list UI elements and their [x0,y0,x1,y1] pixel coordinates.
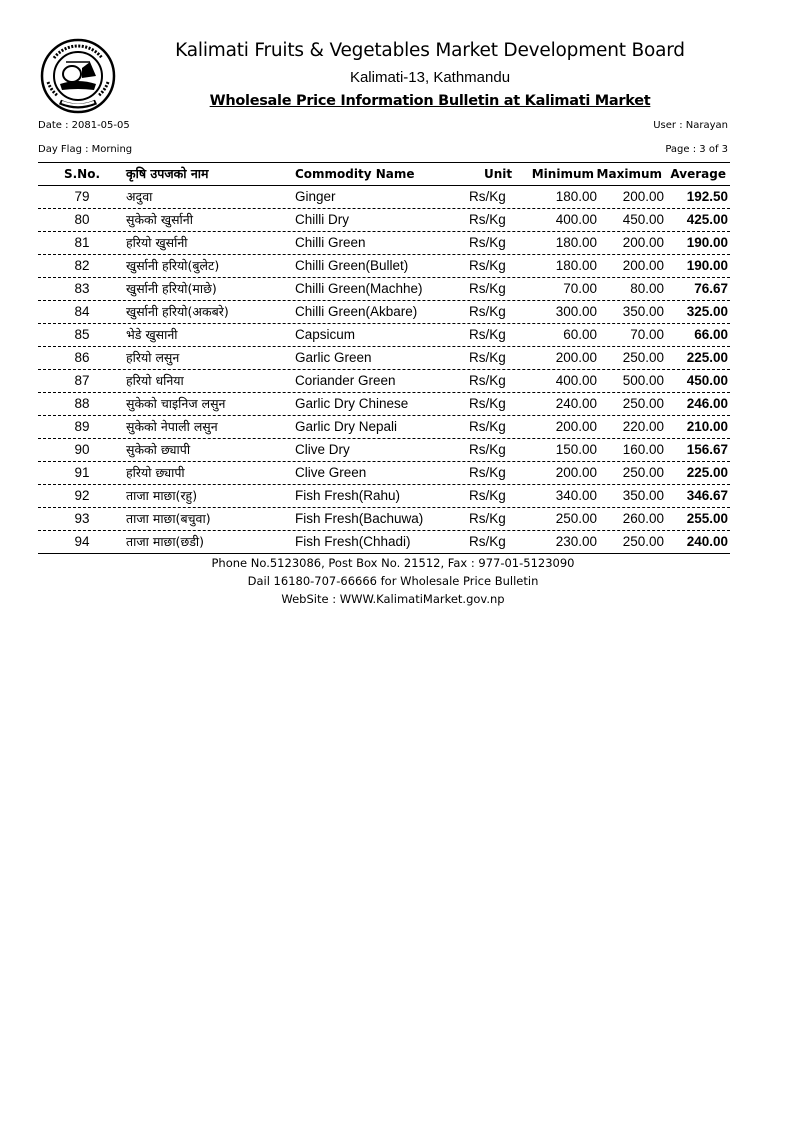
cell-minimum: 250.00 [555,511,597,526]
table-row [38,324,730,347]
cell-commodity-name: Chilli Green(Machhe) [295,281,423,296]
cell-average: 190.00 [686,235,728,250]
cell-maximum: 200.00 [622,258,664,273]
cell-unit: Rs/Kg [469,442,506,457]
cell-sno: 91 [74,465,90,480]
cell-maximum: 70.00 [630,327,664,342]
cell-maximum: 260.00 [622,511,664,526]
cell-maximum: 250.00 [622,534,664,549]
cell-sno: 89 [74,419,90,434]
cell-sno: 85 [74,327,90,342]
cell-maximum: 250.00 [622,465,664,480]
cell-average: 156.67 [686,442,728,457]
cell-minimum: 200.00 [555,419,597,434]
cell-unit: Rs/Kg [469,304,506,319]
cell-sno: 92 [74,488,90,503]
table-row [38,393,730,416]
cell-commodity-name: Fish Fresh(Bachuwa) [295,511,424,526]
cell-sno: 79 [74,189,90,204]
cell-unit: Rs/Kg [469,419,506,434]
cell-maximum: 160.00 [622,442,664,457]
organization-title: Kalimati Fruits & Vegetables Market Development Board [175,40,685,61]
cell-maximum: 250.00 [622,396,664,411]
table-row [38,416,730,439]
page-number-label: Page : 3 of 3 [665,144,728,155]
table-row [38,485,730,508]
cell-maximum: 500.00 [622,373,664,388]
cell-unit: Rs/Kg [469,327,506,342]
cell-minimum: 70.00 [563,281,597,296]
table-row [38,255,730,278]
cell-maximum: 450.00 [622,212,664,227]
table-row [38,186,730,209]
cell-average: 192.50 [686,189,728,204]
cell-commodity-name: Fish Fresh(Chhadi) [295,534,411,549]
cell-sno: 86 [74,350,90,365]
cell-nepali-name: सुकेको चाइनिज लसुन [126,396,226,411]
cell-nepali-name: खुर्सानी हरियो(बुलेट) [126,258,220,273]
cell-average: 210.00 [686,419,728,434]
table-row [38,347,730,370]
cell-sno: 94 [74,534,90,549]
cell-unit: Rs/Kg [469,281,506,296]
price-table [38,162,730,554]
day-flag-label: Day Flag : Morning [38,144,133,155]
cell-nepali-name: सुकेको खुर्सानी [126,212,193,227]
footer-contact: Phone No.5123086, Post Box No. 21512, Fax : 977-01-5123090 [211,556,575,570]
cell-unit: Rs/Kg [469,350,506,365]
cell-nepali-name: ताजा माछा(बचुवा) [126,511,211,526]
cell-average: 346.67 [686,488,728,503]
cell-minimum: 60.00 [563,327,597,342]
footer-dial-info: Dail 16180-707-66666 for Wholesale Price Bulletin [247,574,539,588]
cell-average: 76.67 [694,281,728,296]
organization-address: Kalimati-13, Kathmandu [349,69,511,86]
table-row [38,508,730,531]
column-header-minimum: Minimum [531,167,594,181]
bulletin-title: Wholesale Price Information Bulletin at Kalimati Market [209,93,651,109]
cell-unit: Rs/Kg [469,534,506,549]
cell-unit: Rs/Kg [469,465,506,480]
cell-minimum: 400.00 [555,373,597,388]
cell-unit: Rs/Kg [469,511,506,526]
table-row [38,370,730,393]
cell-maximum: 350.00 [622,488,664,503]
cell-maximum: 350.00 [622,304,664,319]
cell-nepali-name: हरियो छ्यापी [126,465,185,480]
cell-unit: Rs/Kg [469,189,506,204]
cell-nepali-name: सुकेको नेपाली लसुन [126,419,218,434]
cell-commodity-name: Clive Green [295,465,367,480]
cell-nepali-name: अदुवा [126,189,153,204]
cell-nepali-name: सुकेको छ्यापी [126,442,191,457]
cell-sno: 88 [74,396,90,411]
cell-commodity-name: Chilli Dry [295,212,349,227]
cell-commodity-name: Coriander Green [295,373,396,388]
table-row [38,232,730,255]
cell-maximum: 250.00 [622,350,664,365]
table-row [38,462,730,485]
cell-nepali-name: हरियो खुर्सानी [126,235,188,250]
cell-minimum: 240.00 [555,396,597,411]
cell-average: 325.00 [686,304,728,319]
cell-minimum: 180.00 [555,258,597,273]
cell-minimum: 340.00 [555,488,597,503]
cell-nepali-name: खुर्सानी हरियो(अकबरे) [126,304,229,319]
cell-commodity-name: Clive Dry [295,442,350,457]
table-header-row [38,163,730,186]
column-header-average: Average [670,167,726,181]
cell-unit: Rs/Kg [469,396,506,411]
cell-unit: Rs/Kg [469,212,506,227]
cell-commodity-name: Ginger [295,189,336,204]
table-row [38,439,730,462]
cell-average: 425.00 [686,212,728,227]
cell-commodity-name: Garlic Dry Nepali [295,419,398,434]
cell-sno: 82 [74,258,90,273]
column-header-nepali-name: कृषि उपजको नाम [126,166,209,181]
cell-minimum: 200.00 [555,465,597,480]
cell-unit: Rs/Kg [469,258,506,273]
cell-unit: Rs/Kg [469,488,506,503]
cell-commodity-name: Capsicum [295,327,356,342]
cell-sno: 90 [74,442,90,457]
cell-minimum: 180.00 [555,189,597,204]
column-header-maximum: Maximum [596,167,662,181]
table-row [38,531,730,554]
cell-unit: Rs/Kg [469,373,506,388]
cell-nepali-name: ताजा माछा(छडी) [126,534,205,549]
cell-sno: 87 [74,373,90,388]
cell-minimum: 230.00 [555,534,597,549]
cell-maximum: 200.00 [622,235,664,250]
cell-commodity-name: Garlic Dry Chinese [295,396,409,411]
cell-commodity-name: Fish Fresh(Rahu) [295,488,401,503]
cell-sno: 84 [74,304,90,319]
cell-unit: Rs/Kg [469,235,506,250]
table-row [38,301,730,324]
cell-commodity-name: Chilli Green(Bullet) [295,258,409,273]
cell-minimum: 200.00 [555,350,597,365]
cell-commodity-name: Chilli Green(Akbare) [295,304,418,319]
cell-average: 225.00 [686,465,728,480]
table-body [38,186,730,554]
footer-website: WebSite : WWW.KalimatiMarket.gov.np [281,592,505,606]
cell-sno: 93 [74,511,90,526]
column-header-commodity-name: Commodity Name [295,167,415,181]
cell-nepali-name: हरियो धनिया [126,373,184,388]
cell-minimum: 300.00 [555,304,597,319]
cell-average: 450.00 [686,373,728,388]
cell-nepali-name: भेडे खुसानी [126,327,178,342]
column-header-sno: S.No. [63,167,101,181]
cell-nepali-name: हरियो लसुन [126,350,180,365]
cell-average: 240.00 [686,534,728,549]
cell-sno: 81 [74,235,90,250]
cell-average: 190.00 [686,258,728,273]
date-label: Date : 2081-05-05 [38,120,130,131]
cell-nepali-name: खुर्सानी हरियो(माछे) [126,281,217,296]
table-row [38,278,730,301]
cell-nepali-name: ताजा माछा(रहु) [126,488,198,503]
cell-minimum: 150.00 [555,442,597,457]
cell-commodity-name: Garlic Green [295,350,372,365]
cell-average: 246.00 [686,396,728,411]
cell-commodity-name: Chilli Green [295,235,366,250]
cell-maximum: 200.00 [622,189,664,204]
table-row [38,209,730,232]
user-label: User : Narayan [653,120,728,131]
column-header-unit: Unit [484,167,513,181]
cell-average: 66.00 [694,327,728,342]
board-seal-logo [40,38,116,114]
cell-maximum: 80.00 [630,281,664,296]
cell-sno: 83 [74,281,90,296]
cell-average: 255.00 [686,511,728,526]
cell-average: 225.00 [686,350,728,365]
cell-minimum: 180.00 [555,235,597,250]
cell-minimum: 400.00 [555,212,597,227]
cell-maximum: 220.00 [622,419,664,434]
cell-sno: 80 [74,212,90,227]
